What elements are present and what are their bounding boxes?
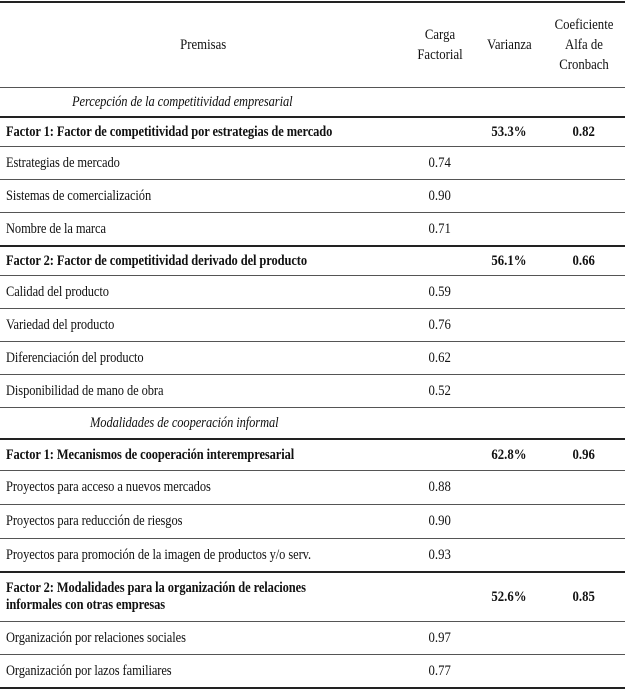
item-carga: 0.97 [428, 629, 452, 646]
item-carga: 0.76 [428, 316, 452, 333]
item-label: Organización por lazos familiares [6, 662, 172, 679]
item-carga: 0.59 [428, 283, 452, 300]
factor-alfa: 0.96 [572, 446, 596, 463]
item-label: Proyectos para promoción de la imagen de productos y/o serv. [6, 546, 312, 563]
item-label: Estrategias de mercado [6, 154, 120, 171]
section-title-row [0, 408, 625, 438]
item-label: Sistemas de comercialización [6, 187, 152, 204]
section-title-row [0, 88, 625, 116]
section-title: Percepción de la competitividad empresarial [72, 93, 293, 110]
item-row [0, 180, 625, 212]
factor-alfa: 0.85 [572, 588, 596, 605]
item-carga: 0.52 [428, 382, 452, 399]
factor-label: Factor 1: Factor de competitividad por estrategias de mercado [6, 123, 333, 140]
item-label: Proyectos para acceso a nuevos mercados [6, 479, 211, 495]
factor-row [0, 247, 625, 275]
item-label: Nombre de la marca [6, 220, 106, 237]
item-row [0, 471, 625, 504]
item-carga: 0.74 [428, 154, 452, 171]
factor-varianza: 62.8% [491, 446, 527, 463]
factor-row [0, 440, 625, 470]
item-carga: 0.93 [428, 546, 452, 563]
item-row [0, 375, 625, 407]
item-carga: 0.88 [428, 479, 452, 495]
item-label: Organización por relaciones sociales [6, 629, 186, 646]
header-carga: Carga Factorial [417, 27, 463, 63]
factor-row [0, 573, 625, 621]
factor-varianza: 52.6% [491, 588, 527, 605]
factor-alfa: 0.82 [572, 123, 596, 140]
header-varianza: Varianza [486, 37, 532, 53]
header-alfa: Coeficiente Alfa de Cronbach [554, 17, 614, 73]
item-row [0, 655, 625, 687]
item-carga: 0.71 [428, 220, 452, 237]
item-row [0, 539, 625, 571]
factor-varianza: 53.3% [491, 123, 527, 140]
item-label: Variedad del producto [6, 316, 115, 333]
item-row [0, 342, 625, 374]
factor-label-line2: informales con otras empresas [6, 597, 166, 613]
factor-varianza: 56.1% [491, 252, 527, 269]
item-carga: 0.90 [428, 513, 452, 529]
section-title: Modalidades de cooperación informal [90, 414, 279, 431]
factor-row [0, 118, 625, 146]
item-carga: 0.62 [428, 349, 452, 366]
item-row [0, 309, 625, 341]
item-label: Disponibilidad de mano de obra [6, 382, 164, 399]
item-row [0, 213, 625, 245]
factor-label: Factor 2: Factor de competitividad derivado del producto [6, 252, 308, 269]
bottom-rule [0, 687, 625, 689]
item-carga: 0.77 [428, 662, 452, 679]
item-row [0, 505, 625, 538]
item-carga: 0.90 [428, 187, 452, 204]
header-row [0, 3, 625, 87]
item-label: Proyectos para reducción de riesgos [6, 513, 183, 529]
item-row [0, 147, 625, 179]
factor-alfa: 0.66 [572, 252, 596, 269]
item-row [0, 622, 625, 654]
factor-label-line1: Factor 2: Modalidades para la organización de relaciones [6, 580, 306, 596]
header-premisas: Premisas [179, 37, 227, 53]
item-label: Diferenciación del producto [6, 349, 144, 366]
item-row [0, 276, 625, 308]
item-label: Calidad del producto [6, 283, 109, 300]
factor-label: Factor 1: Mecanismos de cooperación interempresarial [6, 446, 295, 463]
